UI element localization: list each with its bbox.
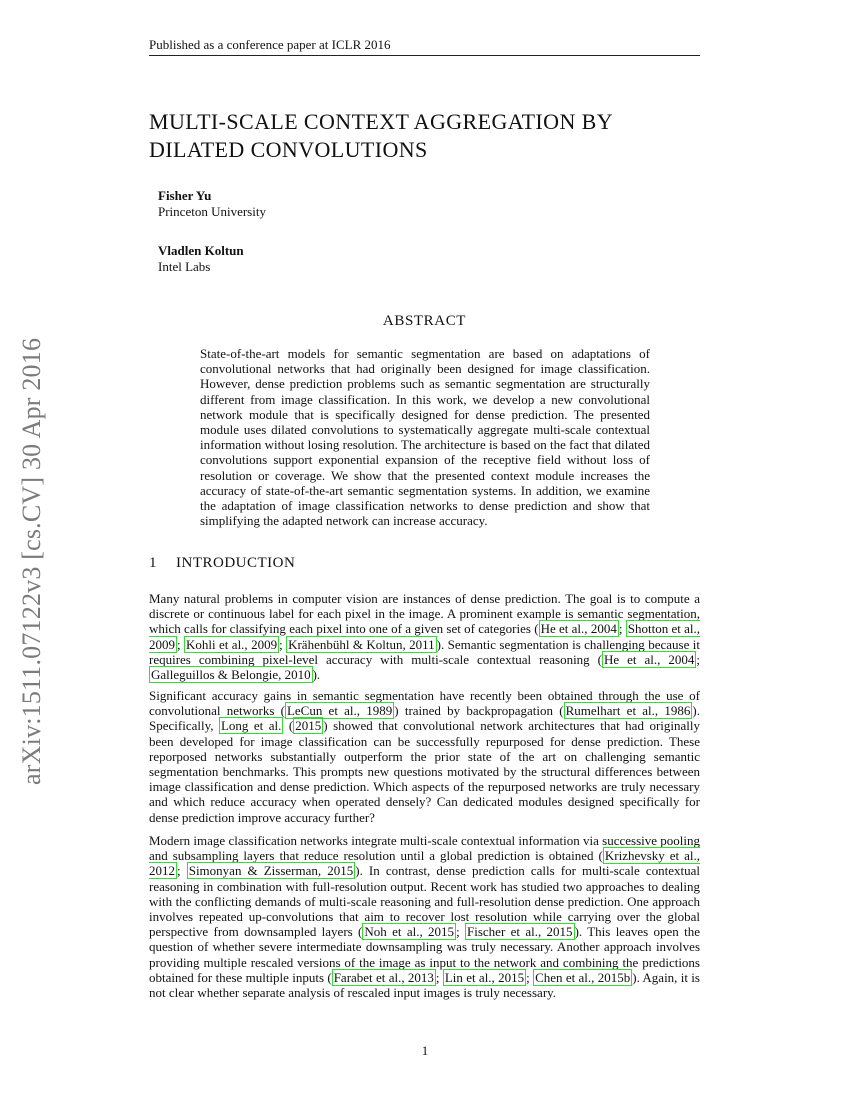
running-header: Published as a conference paper at ICLR 2016 xyxy=(149,37,700,56)
text-run: ; xyxy=(279,636,287,652)
text-run: ) showed that convolutional network architectures that had originally been developed for image classification can be successfully repurposed for dense prediction. These reporposed networks substantially outperform the prior state of the art on challenging semantic segmentation benchmarks. This prompts new questions motivated by the structural differences between image classification and dense prediction. Which aspects of the repurposed networks are truly necessary and which reduce accuracy when operated densely? Can dedicated modules designed specifically for dense prediction improve accuracy further? xyxy=(149,718,700,825)
intro-paragraph-2 xyxy=(149,688,700,825)
author-2-name: Vladlen Koltun xyxy=(158,243,244,258)
text-run: ). In contrast, dense prediction calls for multi-scale contextual reasoning in combination with full-resolution output. Recent work has studied two approaches to dealing with the conflicting demands of multi-scale reasoning and full-resolution dense prediction. One approach involves repeated up-convolutions that aim to recover lost resolution while carrying over the global perspective from downsampled layers ( xyxy=(149,863,700,940)
citation-link[interactable]: Kohli et al., 2009 xyxy=(186,636,278,652)
author-2-affiliation: Intel Labs xyxy=(158,259,211,274)
text-run: Significant accuracy gains in semantic segmentation have recently been obtained through the use of convolutional networks ( xyxy=(149,688,700,719)
text-run: ( xyxy=(283,718,294,734)
text-run: Modern image classification networks integrate multi-scale contextual information via successive pooling and subsampling layers that reduce resolution until a global prediction is obtained ( xyxy=(149,833,700,864)
citation-link[interactable]: Long et al. xyxy=(220,718,282,734)
section-heading-introduction xyxy=(149,555,295,572)
citation-link[interactable]: Farabet et al., 2013 xyxy=(333,969,434,985)
text-run: ). This leaves open the question of whether severe intermediate downsampling was truly necessary. Another approach involves providing multiple rescaled versions of the image as input to the network and combining the predictions obtained for these multiple inputs ( xyxy=(149,924,700,985)
citation-link[interactable]: Rumelhart et al., 1986 xyxy=(565,703,691,719)
citation-link[interactable]: He et al., 2004 xyxy=(604,651,695,667)
section-number: 1 xyxy=(149,555,157,571)
abstract-text: State-of-the-art models for semantic segmentation are based on adaptations of convolutional networks that had originally been designed for image classification. However, dense prediction problems such as semantic segmentation are structurally different from image classification. In this work, we develop a new convolutional network module that is specifically designed for dense prediction. The presented module uses dilated convolutions to systematically aggregate multi-scale contextual information without losing resolution. The architecture is based on the fact that dilated convolutions support exponential expansion of the receptive field without loss of resolution or coverage. We show that the presented context module increases the accuracy of state-of-the-art semantic segmentation systems. In addition, we examine the adaptation of image classification networks to dense prediction and show that simplifying the adapted network can increase accuracy. xyxy=(200,346,650,529)
citation-link[interactable]: He et al., 2004 xyxy=(540,621,617,637)
abstract-heading: ABSTRACT xyxy=(382,313,467,329)
text-run: ; xyxy=(696,651,700,667)
paper-title xyxy=(149,108,709,164)
text-run: ; xyxy=(618,621,626,637)
text-run: ; xyxy=(526,969,534,985)
text-run: ; xyxy=(177,863,187,879)
arxiv-identifier[interactable]: arXiv:1511.07122v3 [cs.CV] 30 Apr 2016 xyxy=(17,337,46,785)
author-1 xyxy=(158,188,266,220)
intro-paragraph-3 xyxy=(149,833,700,1000)
section-title: INTRODUCTION xyxy=(176,555,296,571)
text-run: ). Specifically, xyxy=(149,703,700,734)
text-run: ) trained by backpropagation ( xyxy=(394,703,564,719)
intro-paragraph-1 xyxy=(149,591,700,682)
text-run: ). Again, it is not clear whether separate analysis of rescaled input images is truly necessary. xyxy=(149,969,700,1001)
citation-link[interactable]: Fischer et al., 2015 xyxy=(467,924,573,940)
text-run: ; xyxy=(456,924,466,940)
citation-link[interactable]: Krizhevsky et al., 2012 xyxy=(149,848,700,879)
text-run: ). xyxy=(312,667,321,683)
text-run: Many natural problems in computer vision are instances of dense prediction. The goal is to compute a discrete or continuous label for each pixel in the image. A prominent example is semantic segmentation, which calls for classifying each pixel into one of a given set of categories ( xyxy=(149,591,700,637)
author-2 xyxy=(158,243,244,275)
citation-link[interactable]: Lin et al., 2015 xyxy=(444,969,525,985)
author-1-affiliation: Princeton University xyxy=(158,204,266,219)
citation-link[interactable]: Shotton et al., 2009 xyxy=(149,621,701,652)
citation-link[interactable]: LeCun et al., 1989 xyxy=(286,703,393,719)
citation-link[interactable]: 2015 xyxy=(295,718,322,734)
title-line-2: DILATED CONVOLUTIONS xyxy=(149,137,428,162)
text-run: ). Semantic segmentation is challenging because it requires combining pixel-level accuracy with multi-scale contextual reasoning ( xyxy=(149,636,700,667)
citation-link[interactable]: Noh et al., 2015 xyxy=(364,924,455,940)
author-1-name: Fisher Yu xyxy=(158,188,212,203)
citation-link[interactable]: Simonyan & Zisserman, 2015 xyxy=(188,863,354,879)
text-run: ; xyxy=(177,636,185,652)
citation-link[interactable]: Krähenbühl & Koltun, 2011 xyxy=(288,636,435,652)
citation-link[interactable]: Chen et al., 2015b xyxy=(535,969,631,985)
page-number: 1 xyxy=(421,1043,429,1058)
text-run: ; xyxy=(435,969,443,985)
title-line-1: MULTI-SCALE CONTEXT AGGREGATION BY xyxy=(149,109,613,134)
citation-link[interactable]: Galleguillos & Belongie, 2010 xyxy=(151,667,311,683)
